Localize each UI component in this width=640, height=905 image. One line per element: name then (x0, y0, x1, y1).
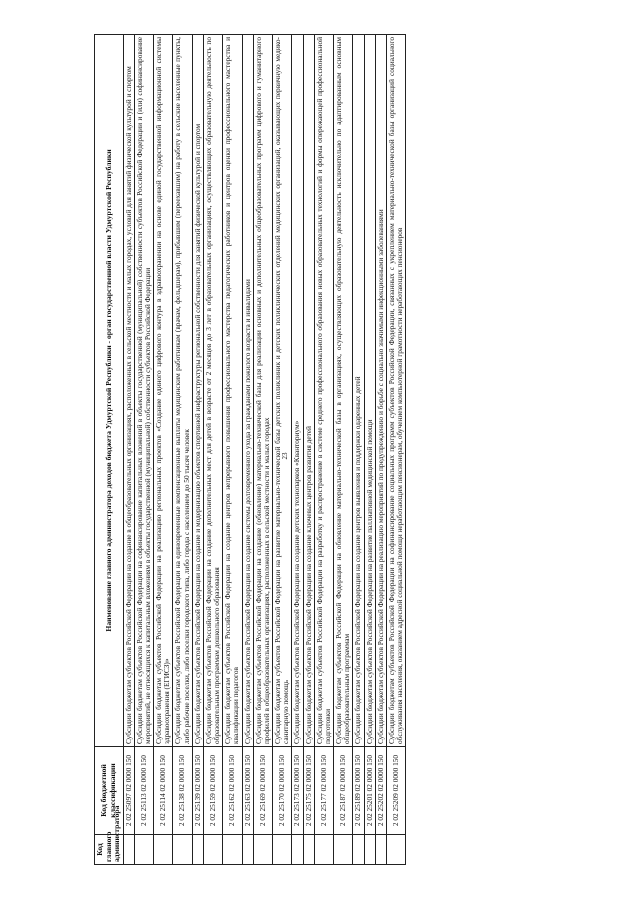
admin-code-cell (273, 835, 292, 865)
budget-code-cell: 2 02 25159 02 0000 150 (203, 747, 222, 835)
table-row (375, 35, 386, 865)
table-row (203, 35, 222, 865)
table-row (173, 35, 192, 865)
table-row (253, 35, 272, 865)
budget-code-cell: 2 02 25189 02 0000 150 (353, 747, 364, 835)
admin-code-cell (134, 835, 153, 865)
revenue-name-cell: Субсидии бюджетам субъектов Российской Федерации на разработку и распространение в системе среднего профессионального образования новых образовательных технологий и формы опережающей профессиональной подготовки (314, 35, 333, 747)
table-row (292, 35, 303, 865)
table-row (386, 35, 405, 865)
budget-code-cell: 2 02 25114 02 0000 150 (154, 747, 173, 835)
admin-code-cell (334, 835, 353, 865)
revenue-name-cell: Субсидии бюджетам субъектов Российской Федерации на софинансирование капитальных вложений в объекты государственной (муниципальной) собственности субъектов Российской Федерации и (или) софинансирование мероприятий, не относящихся к капитальным вложениям в объекты государственной (муниципальной) собственности субъектов Российской Федерации (134, 35, 153, 747)
budget-code-cell: 2 02 25169 02 0000 150 (253, 747, 272, 835)
table-row (223, 35, 242, 865)
revenue-name-cell: Субсидии бюджетам субъектов Российской Федерации на реализацию мероприятий по предупреждению и борьбе с социально значимыми инфекционными заболеваниями (375, 35, 386, 747)
header-budget-code: Код бюджетной классификации (95, 747, 124, 835)
revenue-name-cell: Субсидии бюджетам субъектов Российской Федерации на создание и модернизацию объектов спортивной инфраструктуры региональной собственности для занятий физической культурой и спортом (192, 35, 203, 747)
revenue-name-cell: Субсидии бюджетам субъектов Российской Федерации на создание (обновление) материально-технической базы для реализации основных и дополнительных общеобразовательных программ цифрового и гуманитарного профилей в общеобразовательных организациях, расположенных в сельской местности и малых городах (253, 35, 272, 747)
budget-code-cell: 2 02 25139 02 0000 150 (192, 747, 203, 835)
header-administrator-name: Наименование главного администратора доходов бюджета Удмуртской Республики - орган государственной власти Удмуртской Республики (95, 35, 124, 747)
revenue-name-cell: Субсидии бюджетам субъектов Российской Федерации на реализацию региональных проектов «Создание единого цифрового контура в здравоохранении на основе единой государственной информационной системы здравоохранения (ЕГИСЗ)» (154, 35, 173, 747)
admin-code-cell (303, 835, 314, 865)
revenue-name-cell: Субсидии бюджетам субъектов Российской Федерации на обновление материально-технической базы в организациях, осуществляющих образовательную деятельность исключительно по адаптированным основным общеобразовательным программам (334, 35, 353, 747)
admin-code-cell (154, 835, 173, 865)
budget-classification-table (94, 34, 406, 865)
budget-code-cell: 2 02 25209 02 0000 150 (386, 747, 405, 835)
admin-code-cell (386, 835, 405, 865)
budget-code-cell: 2 02 25202 02 0000 150 (375, 747, 386, 835)
budget-code-cell: 2 02 25201 02 0000 150 (364, 747, 375, 835)
table-row (242, 35, 253, 865)
table-row (303, 35, 314, 865)
revenue-name-cell: Субсидии бюджетам субъектов Российской Федерации на создание детских технопарков «Кванториум» (292, 35, 303, 747)
budget-code-cell: 2 02 25173 02 0000 150 (292, 747, 303, 835)
revenue-name-cell: Субсидии бюджетам субъектов Российской Федерации на развитие паллиативной медицинской помощи (364, 35, 375, 747)
admin-code-cell (223, 835, 242, 865)
admin-code-cell (292, 835, 303, 865)
header-admin-code: Код главного администратора (95, 835, 124, 865)
revenue-name-cell: Субсидии бюджетам субъектов Российской Федерации на создание центров непрерывного повышения профессионального мастерства педагогических работников и центров оценки профессионального мастерства и квалификации педагогов (223, 35, 242, 747)
budget-code-cell: 2 02 25113 02 0000 150 (134, 747, 153, 835)
page-number: 23 (281, 452, 289, 460)
revenue-name-cell: Субсидии бюджетам субъектов Российской Федерации на создание системы долговременного ухода за гражданами пожилого возраста и инвалидами (242, 35, 253, 747)
admin-code-cell (364, 835, 375, 865)
budget-code-cell: 2 02 25163 02 0000 150 (242, 747, 253, 835)
revenue-name-cell: Субсидии бюджетам субъектов Российской Федерации на создание дополнительных мест для детей в возрасте от 2 месяцев до 3 лет в образовательных организациях, осуществляющих образовательную деятельность по образовательным программам дошкольного образования (203, 35, 222, 747)
budget-code-cell: 2 02 25170 02 0000 150 (273, 747, 292, 835)
rotated-table-container (94, 35, 594, 865)
admin-code-cell (253, 835, 272, 865)
table-row (353, 35, 364, 865)
budget-code-cell: 2 02 25138 02 0000 150 (173, 747, 192, 835)
budget-code-cell: 2 02 25162 02 0000 150 (223, 747, 242, 835)
budget-code-cell: 2 02 25097 02 0000 150 (123, 747, 134, 835)
revenue-name-cell: Субсидии бюджетам субъектов Российской Федерации на создание центров выявления и поддержки одаренных детей (353, 35, 364, 747)
table-row (154, 35, 173, 865)
admin-code-cell (242, 835, 253, 865)
admin-code-cell (203, 835, 222, 865)
table-row (273, 35, 292, 865)
admin-code-cell (353, 835, 364, 865)
table-header-row (95, 35, 124, 865)
budget-code-cell: 2 02 25177 02 0000 150 (314, 747, 333, 835)
admin-code-cell (314, 835, 333, 865)
table-row (134, 35, 153, 865)
table-row (334, 35, 353, 865)
admin-code-cell (123, 835, 134, 865)
table-row (123, 35, 134, 865)
revenue-name-cell: Субсидии бюджетам субъектов Российской Федерации на софинансирование социальных программ субъектов Российской Федерации, связанных с укреплением материально-технической базы организаций социального обслуживания населения, оказанием адресной социальной помощи неработающим пенсионерам, обучением компьютерной грамотности неработающих пенсионеров (386, 35, 405, 747)
revenue-name-cell: Субсидии бюджетам субъектов Российской Федерации на единовременные компенсационные выплаты медицинским работникам (врачам, фельдшерам), прибывшим (переехавшим) на работу в сельские населенные пункты, либо рабочие поселки, либо поселки городского типа, либо города с населением до 50 тысяч человек (173, 35, 192, 747)
revenue-name-cell: Субсидии бюджетам субъектов Российской Федерации на создание ключевых центров развития детей (303, 35, 314, 747)
budget-code-cell: 2 02 25175 02 0000 150 (303, 747, 314, 835)
admin-code-cell (192, 835, 203, 865)
revenue-name-cell: Субсидии бюджетам субъектов Российской Федерации на развитие материально-технической базы детских поликлиник и детских поликлинических отделений медицинских организаций, оказывающих первичную медико-санитарную помощь (273, 35, 292, 747)
table-row (314, 35, 333, 865)
admin-code-cell (173, 835, 192, 865)
table-row (364, 35, 375, 865)
budget-code-cell: 2 02 25187 02 0000 150 (334, 747, 353, 835)
revenue-name-cell: Субсидии бюджетам субъектов Российской Федерации на создание в общеобразовательных организациях, расположенных в сельской местности и малых городах, условий для занятий физической культурой и спортом (123, 35, 134, 747)
table-body (123, 35, 406, 865)
admin-code-cell (375, 835, 386, 865)
table-row (192, 35, 203, 865)
